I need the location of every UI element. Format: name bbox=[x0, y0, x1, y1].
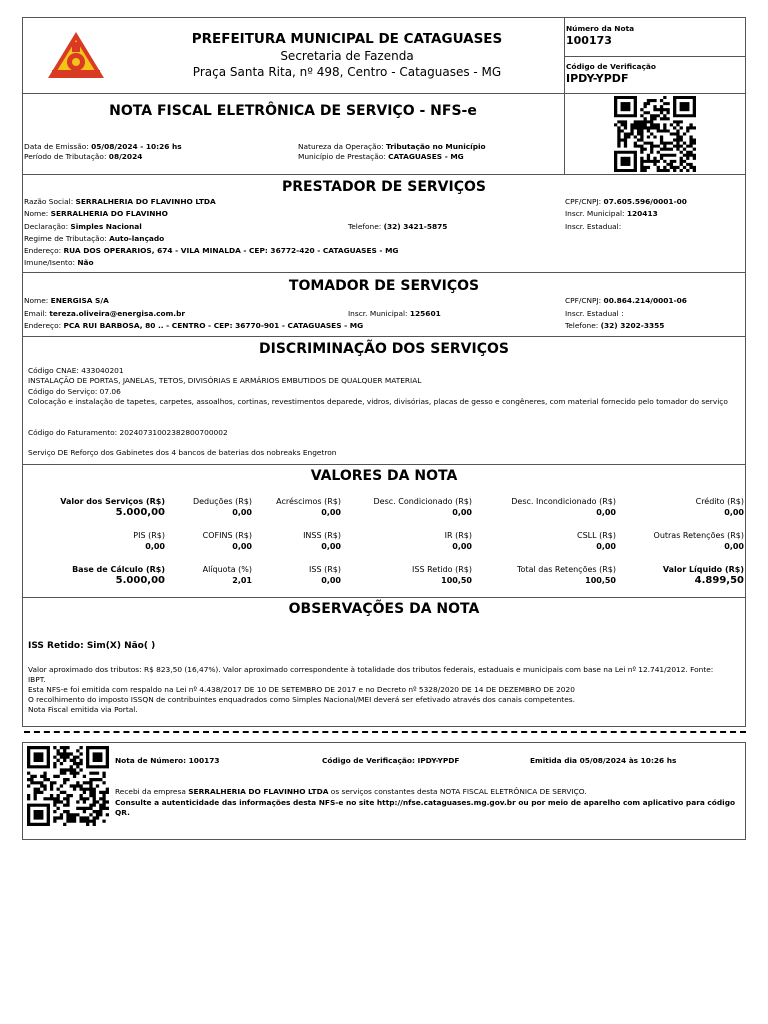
emission-date: Data de Emissão: 05/08/2024 - 10:26 hs bbox=[24, 142, 182, 151]
value-label: ISS Retido (R$) bbox=[412, 565, 472, 574]
provider-top-line bbox=[22, 174, 746, 175]
value-label: Valor dos Serviços (R$) bbox=[60, 497, 165, 506]
taker-endereco: Endereço: PCA RUI BARBOSA, 80 .. - CENTRO - CEP: 36770-901 - CATAGUASES - MG bbox=[24, 321, 364, 330]
note-number-label: Número da Nota bbox=[566, 24, 635, 33]
taker-email: Email: tereza.oliveira@energisa.com.br bbox=[24, 309, 186, 318]
value-amount: 0,00 bbox=[596, 508, 616, 517]
value-label: Crédito (R$) bbox=[695, 497, 744, 506]
value-label: Base de Cálculo (R$) bbox=[72, 565, 165, 574]
header-right-divider bbox=[564, 56, 746, 57]
value-label: PIS (R$) bbox=[133, 531, 165, 540]
service-description: Colocação e instalação de tapetes, carpetes, assoalhos, cortinas, revestimentos deparede, vidros, divisórias, placas de gesso e congêneres, com material fornecido pelo tomador do serviço bbox=[28, 397, 728, 406]
service-code: Código do Serviço: 07.06 bbox=[28, 387, 121, 396]
value-amount: 0,00 bbox=[596, 542, 616, 551]
services-title: DISCRIMINAÇÃO DOS SERVIÇOS bbox=[259, 341, 509, 357]
value-amount: 0,00 bbox=[452, 508, 472, 517]
value-amount: 0,00 bbox=[724, 508, 744, 517]
receipt-consult: Consulte a autenticidade das informações desta NFS-e no site http://nfse.cataguases.mg.gov.br ou por meio de aparelho com aplicativo para código QR. bbox=[115, 798, 736, 817]
provider-telefone: Telefone: (32) 3421-5875 bbox=[348, 222, 448, 231]
receipt-emitted: Emitida dia 05/08/2024 às 10:26 hs bbox=[530, 756, 677, 765]
value-amount: 0,00 bbox=[145, 542, 165, 551]
value-amount: 0,00 bbox=[321, 542, 341, 551]
provider-cpf: CPF/CNPJ: 07.605.596/0001-00 bbox=[565, 197, 687, 206]
value-label: INSS (R$) bbox=[303, 531, 341, 540]
provider-razao: Razão Social: SERRALHERIA DO FLAVINHO LTDA bbox=[24, 197, 216, 206]
value-label: IR (R$) bbox=[444, 531, 472, 540]
value-label: Acréscimos (R$) bbox=[276, 497, 341, 506]
qr-code-icon bbox=[614, 96, 696, 172]
obs-portal: Nota Fiscal emitida via Portal. bbox=[28, 705, 138, 714]
service-municipality: Município de Prestação: CATAGUASES - MG bbox=[298, 152, 464, 161]
value-label: Total das Retenções (R$) bbox=[517, 565, 616, 574]
value-label: ISS (R$) bbox=[309, 565, 341, 574]
note-number: 100173 bbox=[566, 34, 612, 47]
obs-legal-basis: Esta NFS-e foi emitida com respaldo na Lei nº 4.438/2017 DE 10 DE SETEMBRO DE 2017 e no Decreto nº 5328/2020 DE 14 DE DEZEMBRO DE 2020 bbox=[28, 685, 575, 694]
receipt-received: Recebi da empresa SERRALHERIA DO FLAVINHO LTDA os serviços constantes desta NOTA FISCAL ELETRÔNICA DE SERVIÇO. bbox=[115, 787, 587, 796]
verification-label: Código de Verificação bbox=[566, 62, 656, 71]
values-title: VALORES DA NOTA bbox=[310, 468, 458, 484]
taker-im: Inscr. Municipal: 125601 bbox=[348, 309, 441, 318]
taker-nome: Nome: ENERGISA S/A bbox=[24, 296, 109, 305]
value-label: Valor Líquido (R$) bbox=[662, 565, 744, 574]
city-address: Praça Santa Rita, nº 498, Centro - Cataguases - MG bbox=[192, 65, 502, 79]
value-amount: 5.000,00 bbox=[115, 507, 165, 518]
receipt-number: Nota de Número: 100173 bbox=[115, 756, 220, 765]
value-label: Desc. Condicionado (R$) bbox=[373, 497, 472, 506]
value-label: CSLL (R$) bbox=[576, 531, 616, 540]
org-name: PREFEITURA MUNICIPAL DE CATAGUASES bbox=[191, 31, 503, 47]
value-label: Outras Retenções (R$) bbox=[653, 531, 744, 540]
value-amount: 0,00 bbox=[321, 508, 341, 517]
doc-title: NOTA FISCAL ELETRÔNICA DE SERVIÇO - NFS-e bbox=[109, 103, 477, 119]
taker-title: TOMADOR DE SERVIÇOS bbox=[288, 278, 480, 294]
net-value-amount: 4.899,50 bbox=[694, 575, 744, 586]
services-top-line bbox=[22, 336, 746, 337]
billing-code: Código do Faturamento: 20240731002382800700002 bbox=[28, 428, 228, 437]
provider-regime: Regime de Tributação: Auto-lançado bbox=[24, 234, 165, 243]
taker-ie: Inscr. Estadual : bbox=[565, 309, 624, 318]
verification-code: IPDY-YPDF bbox=[566, 72, 629, 85]
value-amount: 0,00 bbox=[452, 542, 472, 551]
values-top-line bbox=[22, 464, 746, 465]
value-label: COFINS (R$) bbox=[202, 531, 252, 540]
value-amount: 2,01 bbox=[232, 576, 252, 585]
obs-top-line bbox=[22, 597, 746, 598]
coat-of-arms-logo bbox=[46, 30, 106, 80]
value-label: Desc. Incondicionado (R$) bbox=[511, 497, 616, 506]
provider-declaracao: Declaração: Simples Nacional bbox=[24, 222, 142, 231]
obs-issqn: O recolhimento do imposto ISSQN de contribuintes enquadrados como Simples Nacional/MEI deverá ser efetivado através dos canais competentes. bbox=[28, 695, 575, 704]
provider-nome: Nome: SERRALHERIA DO FLAVINHO bbox=[24, 209, 168, 218]
service-cnae: Código CNAE: 433040201 bbox=[28, 366, 124, 375]
observations-title: OBSERVAÇÕES DA NOTA bbox=[288, 601, 480, 617]
provider-imune: Imune/Isento: Não bbox=[24, 258, 94, 267]
service-detail: Serviço DE Reforço dos Gabinetes dos 4 bancos de baterias dos nobreaks Engetron bbox=[28, 448, 337, 457]
value-amount: 5.000,00 bbox=[115, 575, 165, 586]
taker-telefone: Telefone: (32) 3202-3355 bbox=[565, 321, 665, 330]
receipt-verification: Código de Verificação: IPDY-YPDF bbox=[322, 756, 460, 765]
provider-im: Inscr. Municipal: 120413 bbox=[565, 209, 658, 218]
value-amount: 0,00 bbox=[724, 542, 744, 551]
provider-endereco: Endereço: RUA DOS OPERARIOS, 674 - VILA MINALDA - CEP: 36772-420 - CATAGUASES - MG bbox=[24, 246, 399, 255]
taker-cpf: CPF/CNPJ: 00.864.214/0001-06 bbox=[565, 296, 687, 305]
value-amount: 0,00 bbox=[321, 576, 341, 585]
iss-retido: ISS Retido: Sim(X) Não( ) bbox=[28, 641, 156, 651]
value-label: Deduções (R$) bbox=[192, 497, 252, 506]
cut-line bbox=[24, 731, 746, 733]
value-label: Alíquota (%) bbox=[202, 565, 252, 574]
operation-nature: Natureza da Operação: Tributação no Município bbox=[298, 142, 486, 151]
provider-ie: Inscr. Estadual: bbox=[565, 222, 622, 231]
department: Secretaria de Fazenda bbox=[280, 49, 414, 63]
obs-tax-approx: Valor aproximado dos tributos: R$ 823,50 (16,47%). Valor aproximado correspondente à totalidade dos tributos federais, estaduais e municipais com base na Lei nº 12.741/2012. Fonte: IBPT. bbox=[28, 665, 714, 684]
value-amount: 0,00 bbox=[232, 542, 252, 551]
taker-top-line bbox=[22, 272, 746, 273]
tax-period: Período de Tributação: 08/2024 bbox=[24, 152, 143, 161]
qr-code-icon bbox=[27, 746, 109, 826]
value-amount: 100,50 bbox=[585, 576, 616, 585]
header-bottom-line bbox=[22, 93, 746, 94]
value-amount: 100,50 bbox=[441, 576, 472, 585]
service-activity: INSTALAÇÃO DE PORTAS, JANELAS, TETOS, DIVISÓRIAS E ARMÁRIOS EMBUTIDOS DE QUALQUER MATERIAL bbox=[28, 376, 422, 385]
provider-title: PRESTADOR DE SERVIÇOS bbox=[282, 179, 486, 195]
value-amount: 0,00 bbox=[232, 508, 252, 517]
